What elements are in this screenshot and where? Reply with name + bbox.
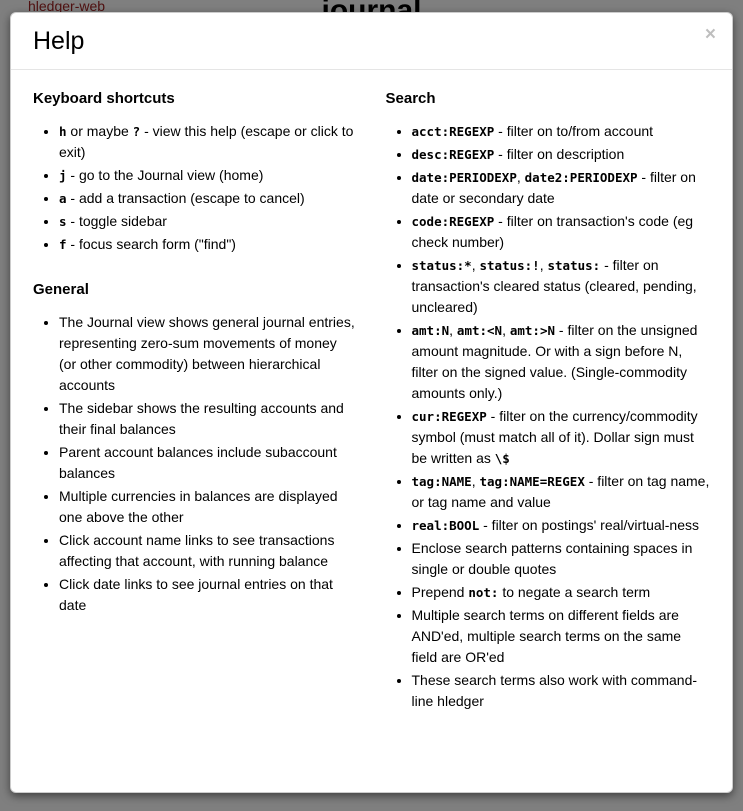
code-term: status:: [547, 257, 601, 273]
code-term: ?: [132, 123, 141, 139]
help-list-item: • Parent account balances include subaccount balances: [59, 442, 358, 484]
help-list: [33, 121, 358, 255]
modal-body: [11, 70, 732, 794]
code-term: real:BOOL: [411, 517, 480, 533]
code-term: cur:REGEXP: [411, 408, 487, 424]
help-list-item: • date:PERIODEXP, date2:PERIODEXP - filter on date or secondary date: [412, 167, 711, 209]
code-term: code:REGEXP: [411, 213, 495, 229]
code-term: tag:NAME: [411, 473, 472, 489]
code-term: not:: [468, 584, 499, 600]
code-term: h: [59, 123, 67, 139]
help-list-item: • These search terms also work with command-line hledger: [412, 670, 711, 712]
code-term: status:!: [479, 257, 540, 273]
code-term: j: [59, 167, 67, 183]
help-modal: [10, 12, 733, 793]
code-term: date2:PERIODEXP: [524, 169, 638, 185]
left-column: [33, 90, 358, 785]
section-heading: General: [33, 280, 89, 298]
modal-title: Help: [33, 27, 85, 55]
code-term: f: [59, 236, 67, 252]
help-list-item: • Click account name links to see transactions affecting that account, with running balance: [59, 530, 358, 572]
help-list-item: • Click date links to see journal entries on that date: [59, 574, 358, 616]
help-list-item: • acct:REGEXP - filter on to/from account: [412, 121, 711, 142]
help-list-item: • The Journal view shows general journal entries, representing zero-sum movements of money (or other commodity) between hierarchical accounts: [59, 312, 358, 396]
help-list-item: • code:REGEXP - filter on transaction's code (eg check number): [412, 211, 711, 253]
help-list: [386, 121, 711, 712]
help-list: [33, 312, 358, 616]
code-term: amt:>N: [509, 322, 556, 338]
modal-header: [11, 13, 732, 70]
help-list-item: • status:*, status:!, status: - filter on transaction's cleared status (cleared, pending, uncleared): [412, 255, 711, 318]
help-list-item: • Enclose search patterns containing spaces in single or double quotes: [412, 538, 711, 580]
help-list-item: • The sidebar shows the resulting accounts and their final balances: [59, 398, 358, 440]
code-term: amt:<N: [456, 322, 503, 338]
code-term: tag:NAME=REGEX: [479, 473, 585, 489]
close-icon[interactable]: ×: [704, 24, 716, 45]
help-list-item: • tag:NAME, tag:NAME=REGEX - filter on tag name, or tag name and value: [412, 471, 711, 513]
section-heading: Keyboard shortcuts: [33, 89, 175, 107]
code-term: a: [59, 190, 67, 206]
help-list-item: • a - add a transaction (escape to cancel): [59, 188, 358, 209]
code-term: \$: [494, 450, 510, 466]
right-column: [386, 90, 711, 785]
help-list-item: • Multiple search terms on different fields are AND'ed, multiple search terms on the same field are OR'ed: [412, 605, 711, 668]
code-term: status:*: [411, 257, 472, 273]
help-list-item: • s - toggle sidebar: [59, 211, 358, 232]
code-term: amt:N: [411, 322, 450, 338]
help-list-item: • f - focus search form ("find"): [59, 234, 358, 255]
help-list-item: • real:BOOL - filter on postings' real/virtual-ness: [412, 515, 711, 536]
section-heading: Search: [385, 89, 436, 107]
help-list-item: • amt:N, amt:<N, amt:>N - filter on the unsigned amount magnitude. Or with a sign before N, filter on the signed value. (Single-commodity amounts only.): [412, 320, 711, 404]
help-list-item: • cur:REGEXP - filter on the currency/commodity symbol (must match all of it). Dollar sign must be written as \$: [412, 406, 711, 469]
code-term: s: [59, 213, 67, 229]
help-list-item: • h or maybe ? - view this help (escape or click to exit): [59, 121, 358, 163]
help-list-item: • Prepend not: to negate a search term: [412, 582, 711, 603]
code-term: desc:REGEXP: [411, 146, 495, 162]
help-list-item: • Multiple currencies in balances are displayed one above the other: [59, 486, 358, 528]
help-list-item: • desc:REGEXP - filter on description: [412, 144, 711, 165]
code-term: date:PERIODEXP: [411, 169, 517, 185]
code-term: acct:REGEXP: [411, 123, 495, 139]
help-list-item: • j - go to the Journal view (home): [59, 165, 358, 186]
